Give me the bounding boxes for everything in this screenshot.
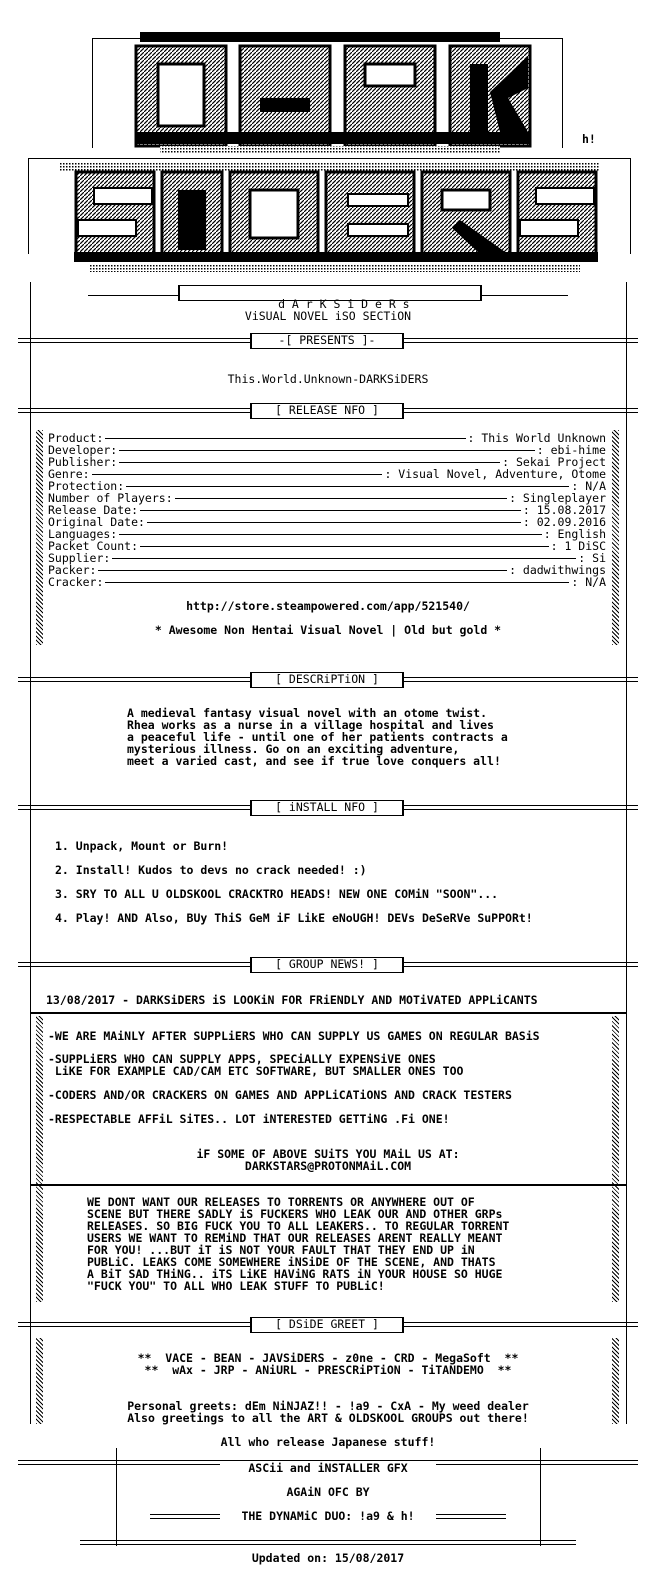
japanese-greets: All who release Japanese stuff! [220,1435,436,1449]
presents-label: -[ PRESENTS ]- [278,333,376,347]
install-step: 3. SRY TO ALL U OLDSKOOL CRACKTRO HEADS! NEW ONE COMiN "SOON"... [55,887,499,901]
news-item: -WE ARE MAiNLY AFTER SUPPLiERS WHO CAN SUPPLY US GAMES ON REGULAR BASiS [48,1029,540,1043]
nfo-row-players: Number of Players: : Singleplayer [48,491,606,505]
nfo-row-publisher: Publisher: : Sekai Project [48,455,606,469]
rant-line: USERS WE WANT TO REMiND THAT OUR RELEASES ARENT REALLY MEANT [87,1231,503,1245]
darksiders-ascii-logo [60,28,600,278]
install-header [250,800,404,816]
credits-line2: AGAiN OFC BY [286,1485,370,1499]
description-line: Rhea works as a nurse in a village hospital and lives [127,718,494,732]
nfo-row-original-date: Original Date: : 02.09.2016 [48,515,606,529]
frame-right [626,282,627,1424]
nfo-row-protection: Protection: : N/A [48,479,606,493]
release-nfo-title: [ RELEASE NFO ] [275,403,379,417]
release-shade-right [612,430,619,645]
news-headline: 13/08/2017 - DARKSiDERS iS LOOKiN FOR FRiENDLY AND MOTiVATED APPLiCANTS [46,993,538,1007]
logo-signature: h! [582,132,596,146]
rant-line: FOR YOU! ...BUT iT iS NOT YOUR FAULT THAT THEY END UP iN [87,1243,475,1257]
credits-line1: ASCii and iNSTALLER GFX [220,1462,436,1474]
nfo-row-developer: Developer: : ebi-hime [48,443,606,457]
logo-frame-left2 [28,158,29,254]
nfo-row-packet-count: Packet Count: : 1 DiSC [48,539,606,553]
description-line: mysterious illness. Go on an exciting adventure, [127,742,460,756]
nfo-row-product: Product: : This World Unknown [48,431,606,445]
rant-line: WE DONT WANT OUR RELEASES TO TORRENTS OR ANYWHERE OUT OF [87,1195,475,1209]
install-title: [ iNSTALL NFO ] [275,800,379,814]
frame-left [30,282,31,1424]
nfo-row-supplier: Supplier: : Si [48,551,606,565]
rant-line: RELEASES. SO BIG FUCK YOU TO ALL LEAKERS.. TO REGULAR TORRENT [87,1219,510,1233]
section-name: ViSUAL NOVEL iSO SECTiON [244,309,412,323]
personal-greets-line1: Personal greets: dEm NiNJAZ!! - !a9 - CxA - My weed dealer [127,1399,529,1413]
group-name: d A r K S i D e R s [278,297,410,311]
news-item: LiKE FOR EXAMPLE CAD/CAM ETC SOFTWARE, BUT SMALLER ONES TOO [48,1064,464,1078]
install-step: 2. Install! Kudos to devs no crack needed! :) [55,863,367,877]
news-header [250,957,404,973]
logo-frame-right2 [630,158,631,254]
release-shade-left [36,430,43,645]
install-step: 1. Unpack, Mount or Burn! [55,839,229,853]
news-item: -CODERS AND/OR CRACKERS ON GAMES AND APPLiCATiONS AND CRACK TESTERS [48,1088,512,1102]
news-divider-bottom [30,1184,626,1186]
nfo-row-cracker: Cracker: : N/A [48,575,606,589]
description-line: A medieval fantasy visual novel with an otome twist. [127,706,488,720]
credits-line3: THE DYNAMiC DUO: !a9 & h! [220,1510,436,1522]
release-nfo-header [250,403,404,419]
greets-groups-line2: ** wAx - JRP - ANiURL - PRESCRiPTiON - TiTANDEMO ** [144,1363,512,1377]
greets-groups-line1: ** VACE - BEAN - JAVSiDERS - z0ne - CRD - MegaSoft ** [137,1351,519,1365]
news-item: -SUPPLiERS WHO CAN SUPPLY APPS, SPECiALLY EXPENSiVE ONES [48,1052,436,1066]
description-title: [ DESCRiPTiON ] [275,672,379,686]
group-name-box [178,285,482,311]
greets-header [250,1317,404,1333]
news-item: -RESPECTABLE AFFiL SiTES.. LOT iNTERESTED GETTiNG .Fi ONE! [48,1112,450,1126]
description-line: a peaceful life - until one of her patients contracts a [127,730,508,744]
news-title: [ GROUP NEWS! ] [275,957,379,971]
nfo-row-packer: Packer: : dadwithwings [48,563,606,577]
news-contact-line: iF SOME OF ABOVE SUiTS YOU MAiL US AT: [196,1147,460,1161]
updated-date: Updated on: 15/08/2017 [251,1551,405,1565]
personal-greets-line2: Also greetings to all the ART & OLDSKOOL GROUPS out there! [127,1411,529,1425]
release-name: This.World.Unknown-DARKSiDERS [227,372,429,386]
rant-line: SCENE BUT THERE SADLY iS FUCKERS WHO LEAK OUR AND OTHER GRPs [87,1207,503,1221]
greets-title: [ DSiDE GREET ] [275,1317,379,1331]
description-line: meet a varied cast, and see if true love conquers all! [127,754,501,768]
rant-line: A BiT SAD THiNG.. iTS LiKE HAViNG RATS iN YOUR HOUSE SO HUGE [87,1267,503,1281]
description-header [250,672,404,688]
release-note: * Awesome Non Hentai Visual Novel | Old but gold * [154,623,502,637]
presents-box [250,333,404,349]
news-divider-top [30,1012,626,1014]
nfo-row-genre: Genre: : Visual Novel, Adventure, Otome [48,467,606,481]
nfo-row-languages: Languages: : English [48,527,606,541]
install-step: 4. Play! AND Also, BUy ThiS GeM iF LikE eNoUGH! DEVs DeSeRVe SuPPORt! [55,911,533,925]
rant-line: PUBLiC. LEAKS COME SOMEWHERE iNSiDE OF THE SCENE, AND THATS [87,1255,496,1269]
nfo-row-release-date: Release Date: : 15.08.2017 [48,503,606,517]
separator-footer [80,1540,576,1545]
rant-line: "FUCK YOU" TO ALL WHO LEAK STUFF TO PUBLiC! [87,1279,385,1293]
store-link[interactable]: http://store.steampowered.com/app/521540/ [186,599,470,613]
news-contact-email[interactable]: DARKSTARS@PROTONMAiL.COM [244,1159,412,1173]
